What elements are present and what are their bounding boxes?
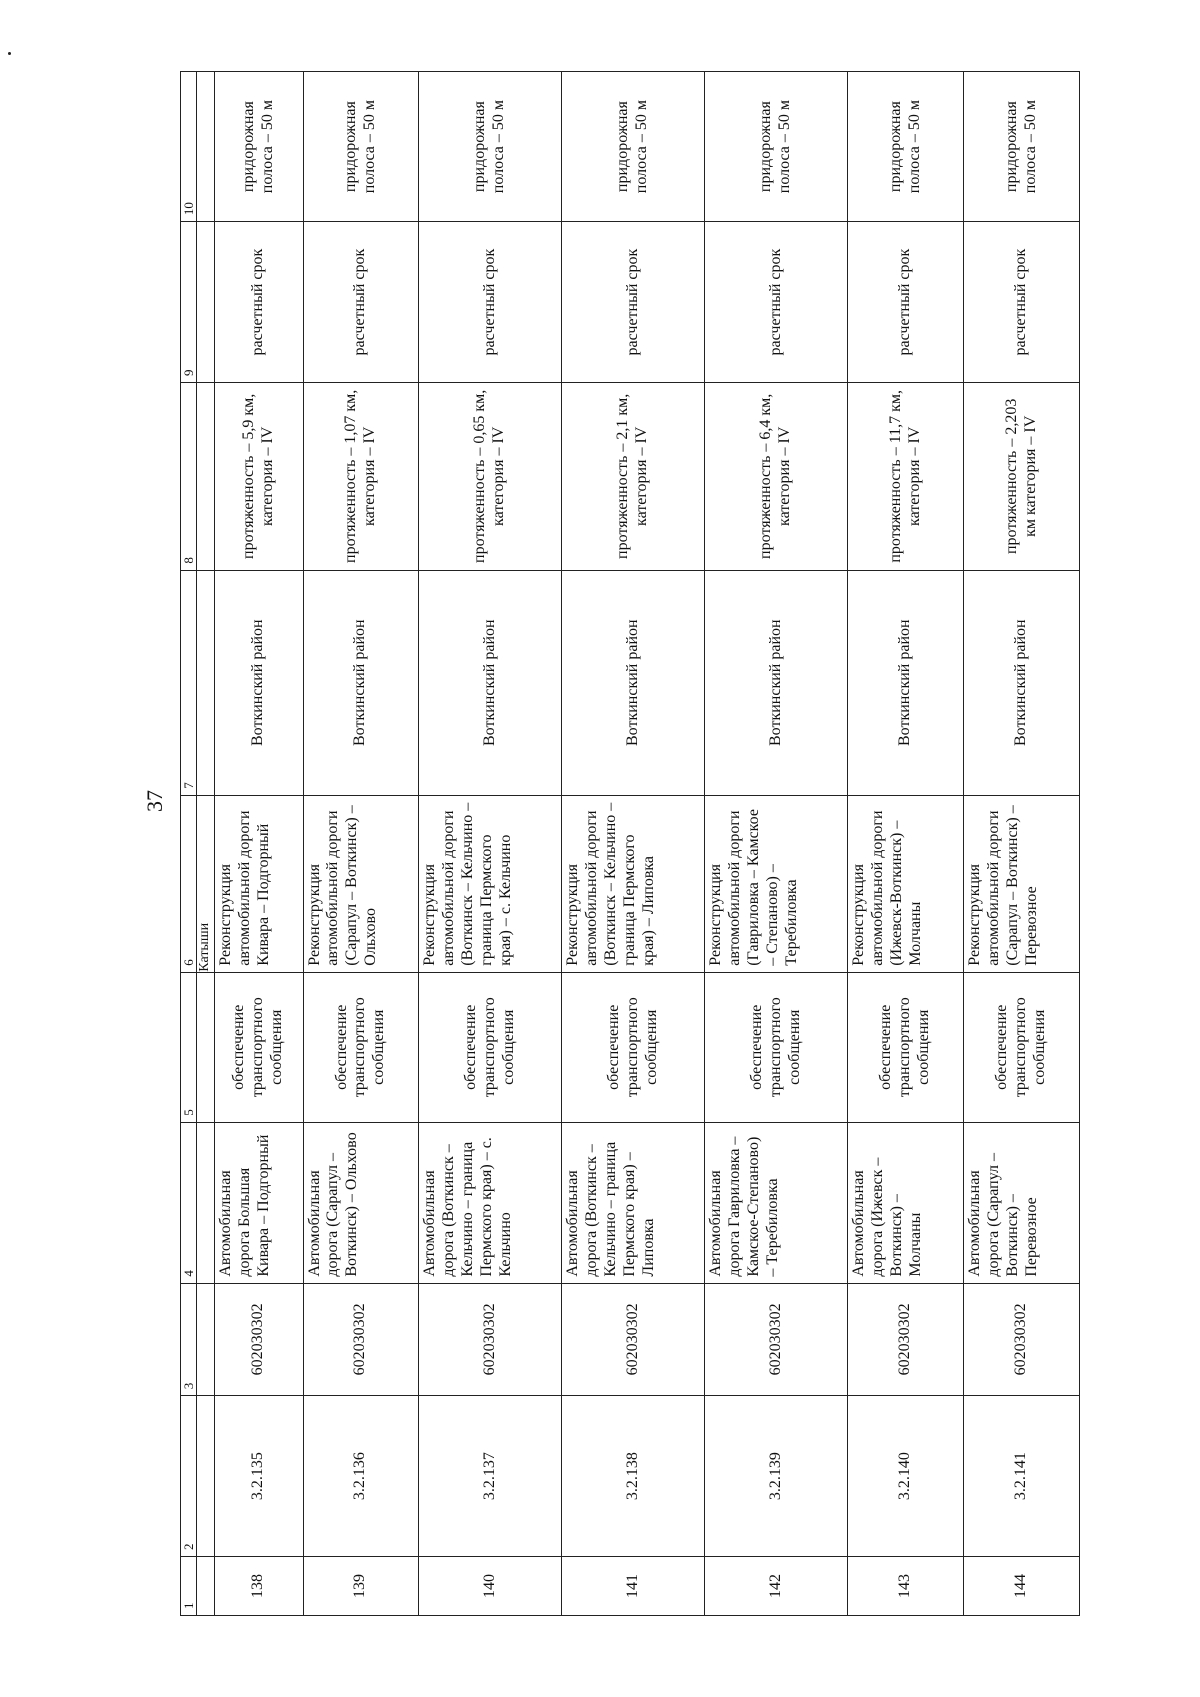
- object-purpose: обеспечение транспортного сообщения: [562, 972, 705, 1122]
- row-number: 139: [303, 1557, 419, 1616]
- header-cell: 9: [181, 222, 197, 383]
- rotated-table-wrapper: [180, 71, 1080, 1616]
- page-number: 37: [142, 790, 167, 812]
- continuation-row: [197, 72, 215, 1616]
- object-location: Воткинский район: [848, 570, 964, 795]
- planned-activity: Реконструкция автомобильной дороги (Сарапул – Воткинск) – Перевозное: [964, 795, 1080, 972]
- object-purpose: обеспечение транспортного сообщения: [419, 972, 562, 1122]
- implementation-term: расчетный срок: [964, 222, 1080, 383]
- object-location: Воткинский район: [705, 570, 848, 795]
- zone-description: придорожная полоса – 50 м: [848, 72, 964, 222]
- object-location: Воткинский район: [303, 570, 419, 795]
- object-name: Автомобильная дорога (Воткинск – Кельчино – граница Пермского края) – с. Кельчино: [419, 1122, 562, 1283]
- object-location: Воткинский район: [562, 570, 705, 795]
- object-purpose: обеспечение транспортного сообщения: [964, 972, 1080, 1122]
- object-characteristics: протяженность – 2,203 км категория – IV: [964, 383, 1080, 571]
- object-characteristics: протяженность – 1,07 км, категория – IV: [303, 383, 419, 571]
- object-purpose: обеспечение транспортного сообщения: [214, 972, 303, 1122]
- table-row: [419, 72, 562, 1616]
- object-characteristics: протяженность – 2,1 км, категория – IV: [562, 383, 705, 571]
- header-cell: 8: [181, 383, 197, 571]
- object-name: Автомобильная дорога (Сарапул – Воткинск) – Ольховo: [303, 1122, 419, 1283]
- zone-description: придорожная полоса – 50 м: [303, 72, 419, 222]
- object-location: Воткинский район: [214, 570, 303, 795]
- zone-description: придорожная полоса – 50 м: [214, 72, 303, 222]
- object-location: Воткинский район: [419, 570, 562, 795]
- implementation-term: расчетный срок: [562, 222, 705, 383]
- header-row: [181, 72, 197, 1616]
- header-cell: 1: [181, 1557, 197, 1616]
- oktmo-code: 602030302: [419, 1283, 562, 1396]
- planned-activity: Реконструкция автомобильной дороги (Сарапул – Воткинск) – Ольхово: [303, 795, 419, 972]
- row-code: 3.2.137: [419, 1396, 562, 1557]
- header-cell: 5: [181, 972, 197, 1122]
- oktmo-code: 602030302: [303, 1283, 419, 1396]
- header-cell: 10: [181, 72, 197, 222]
- planned-activity: Реконструкция автомобильной дороги (Воткинск – Кельчино –граница Пермского края) – Липовка: [562, 795, 705, 972]
- row-number: 140: [419, 1557, 562, 1616]
- objects-table: [180, 71, 1080, 1616]
- object-purpose: обеспечение транспортного сообщения: [705, 972, 848, 1122]
- object-characteristics: протяженность – 5,9 км, категория – IV: [214, 383, 303, 571]
- table-row: [214, 72, 303, 1616]
- row-number: 143: [848, 1557, 964, 1616]
- oktmo-code: 602030302: [848, 1283, 964, 1396]
- object-purpose: обеспечение транспортного сообщения: [848, 972, 964, 1122]
- oktmo-code: 602030302: [214, 1283, 303, 1396]
- planned-activity: Реконструкция автомобильной дороги (Воткинск – Кельчино –граница Пермского края) – с. Кельчино: [419, 795, 562, 972]
- row-number: 138: [214, 1557, 303, 1616]
- header-cell: 3: [181, 1283, 197, 1396]
- object-name: Автомобильная дорога Гавриловка – Камское-Степаново) – Теребиловка: [705, 1122, 848, 1283]
- scan-speck: [8, 52, 11, 55]
- object-purpose: обеспечение транспортного сообщения: [303, 972, 419, 1122]
- implementation-term: расчетный срок: [848, 222, 964, 383]
- row-code: 3.2.138: [562, 1396, 705, 1557]
- implementation-term: расчетный срок: [303, 222, 419, 383]
- row-number: 144: [964, 1557, 1080, 1616]
- table-row: [964, 72, 1080, 1616]
- continuation-text: Катыши: [197, 795, 215, 972]
- row-code: 3.2.139: [705, 1396, 848, 1557]
- table-row: [705, 72, 848, 1616]
- object-location: Воткинский район: [964, 570, 1080, 795]
- implementation-term: расчетный срок: [214, 222, 303, 383]
- header-cell: 6: [181, 795, 197, 972]
- planned-activity: Реконструкция автомобильной дороги (Гавриловка – Камское – Степаново) – Теребиловка: [705, 795, 848, 972]
- zone-description: придорожная полоса – 50 м: [562, 72, 705, 222]
- row-code: 3.2.140: [848, 1396, 964, 1557]
- header-cell: 7: [181, 570, 197, 795]
- implementation-term: расчетный срок: [419, 222, 562, 383]
- zone-description: придорожная полоса – 50 м: [964, 72, 1080, 222]
- object-characteristics: протяженность – 0,65 км, категория – IV: [419, 383, 562, 571]
- row-code: 3.2.135: [214, 1396, 303, 1557]
- oktmo-code: 602030302: [964, 1283, 1080, 1396]
- row-number: 142: [705, 1557, 848, 1616]
- row-code: 3.2.136: [303, 1396, 419, 1557]
- table-row: [303, 72, 419, 1616]
- header-cell: 4: [181, 1122, 197, 1283]
- object-characteristics: протяженность – 6,4 км, категория – IV: [705, 383, 848, 571]
- planned-activity: Реконструкция автомобильной дороги (Ижевск-Воткинск) – Молчаны: [848, 795, 964, 972]
- object-name: Автомобильная дорога (Ижевск – Воткинск) – Молчаны: [848, 1122, 964, 1283]
- planned-activity: Реконструкция автомобильной дороги Кивара – Подгорный: [214, 795, 303, 972]
- oktmo-code: 602030302: [562, 1283, 705, 1396]
- implementation-term: расчетный срок: [705, 222, 848, 383]
- table-row: [562, 72, 705, 1616]
- row-number: 141: [562, 1557, 705, 1616]
- oktmo-code: 602030302: [705, 1283, 848, 1396]
- header-cell: 2: [181, 1396, 197, 1557]
- object-name: Автомобильная дорога (Сарапул – Воткинск) – Перевозное: [964, 1122, 1080, 1283]
- object-name: Автомобильная дорога Большая Кивара – Подгорный: [214, 1122, 303, 1283]
- zone-description: придорожная полоса – 50 м: [705, 72, 848, 222]
- object-name: Автомобильная дорога (Воткинск – Кельчино – граница Пермского края) – Липовка: [562, 1122, 705, 1283]
- row-code: 3.2.141: [964, 1396, 1080, 1557]
- table-row: [848, 72, 964, 1616]
- object-characteristics: протяженность – 11,7 км, категория – IV: [848, 383, 964, 571]
- zone-description: придорожная полоса – 50 м: [419, 72, 562, 222]
